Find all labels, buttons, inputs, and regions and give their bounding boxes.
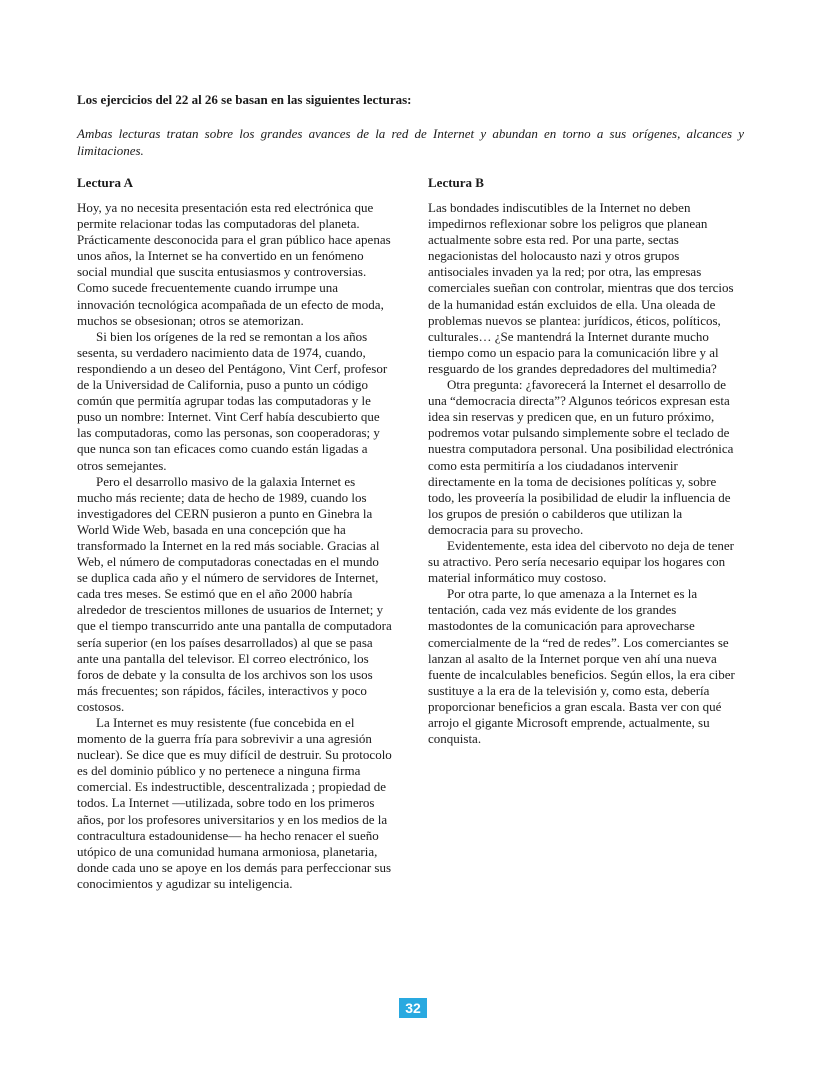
lectura-b-paragraph: Otra pregunta: ¿favorecerá la Internet el desarrollo de una “democracia directa”? Algunos teóricos expresan esta idea sin reservas y predicen que, en un futuro próximo, podremos votar pulsando simplemente sobre el teclado de nuestra computadora personal. Una posibilidad electrónica como esta permitiría a los ciudadanos intervenir directamente en la toma de decisiones políticas y, sobre todo, les proveería la posibilidad de eludir la influencia de los grupos de presión o cabilderos que utilizan la democracia para su provecho. [428,377,734,537]
readings-intro: Ambas lecturas tratan sobre los grandes avances de la red de Internet y abundan en torno a sus orígenes, alcances y limitaciones. [77,126,744,158]
lectura-a-column [77,175,392,892]
exercise-heading: Los ejercicios del 22 al 26 se basan en las siguientes lecturas: [77,92,412,107]
lectura-b-paragraph: Por otra parte, lo que amenaza a la Internet es la tentación, cada vez más evidente de los grandes mastodontes de la comunicación para aprovecharse comercialmente de la “red de redes”. Los comerciantes se lanzan al asalto de la Internet porque ven ahí una nueva fuente de incalculables beneficios. Según ellos, la era ciber sustituye a la era de la televisión y, como esta, debería proporcionar beneficios a gran escala. Basta ver con qué arrojo el gigante Microsoft emprende, actualmente, su conquista. [428,586,735,747]
lectura-a-paragraph: La Internet es muy resistente (fue concebida en el momento de la guerra fría para sobrevivir a una agresión nuclear). Se dice que es muy difícil de destruir. Su protocolo es del dominio público y no pertenece a ninguna firma comercial. Es indestructible, descentralizada ; propiedad de todos. La Internet —utilizada, sobre todo en los primeros años, por los profesores universitarios y en los medios de la contracultura estadounidense— ha hecho renacer el sueño utópico de una comunidad humana armoniosa, planetaria, donde cada uno se apoye en los demás para perfeccionar sus conocimientos y agudizar su inteligencia. [77,715,392,891]
lectura-b-paragraph: Las bondades indiscutibles de la Internet no deben impedirnos reflexionar sobre los peligros que planean actualmente sobre esta red. Por una parte, sectas negacionistas del holocausto nazi y otros grupos antisociales invaden ya la red; por otra, las empresas comerciales sueñan con controlar, mientras que dos tercios de la humanidad están excluidos de ella. Una oleada de problemas nuevos se plantea: jurídicos, éticos, políticos, culturales… ¿Se mantendrá la Internet durante mucho tiempo como un espacio para la comunicación libre y al resguardo de los grandes depredadores del multimedia? [428,200,734,376]
lectura-b-column [428,175,743,747]
lectura-a-title: Lectura A [77,175,133,190]
lectura-b-paragraph: Evidentemente, esta idea del cibervoto no deja de tener su atractivo. Pero sería necesario equipar los hogares con material informático muy costoso. [428,537,734,586]
lectura-a-paragraph: Pero el desarrollo masivo de la galaxia Internet es mucho más reciente; data de hecho de 1989, cuando los investigadores del CERN pusieron a punto en Ginebra la World Wide Web, basada en una concepción que ha transformado la Internet en la red más sociable. Gracias al Web, el número de computadoras conectadas en el mundo se duplica cada año y el número de servidores de Internet, cada tres meses. Se estimó que en el año 2000 habría alrededor de trescientos millones de usuarios de Internet; y que el tiempo transcurrido ante una pantalla de computadora sería superior (en los países desarrollados) al que se pasa ante una pantalla del televisor. El correo electrónico, los foros de debate y la consulta de los archivos son los usos más frecuentes; son rápidos, fáciles, interactivos y poco costosos. [77,473,392,714]
lectura-a-paragraph: Si bien los orígenes de la red se remontan a los años sesenta, su verdadero nacimiento data de 1974, cuando, respondiendo a un deseo del Pentágono, Vint Cerf, profesor de la Universidad de California, puso a punto un código común que permitía agrupar todas las computadoras y le puso un nombre: Internet. Vint Cerf había descubierto que las computadoras, como las personas, son cooperadoras; y que nunca son tan eficaces como cuando están ligadas a otros semejantes. [77,328,388,473]
lectura-b-title: Lectura B [428,175,484,190]
lectura-a-paragraph: Hoy, ya no necesita presentación esta red electrónica que permite relacionar todas las computadoras del planeta. Prácticamente desconocida para el gran público hace apenas unos años, la Internet se ha convertido en un fenómeno social mundial que suscita entusiasmos y controversias. Como sucede frecuentemente cuando irrumpe una innovación tecnológica acompañada de un efecto de moda, muchos se obsesionan; otros se atemorizan. [77,200,391,328]
page-number-badge: 32 [399,998,427,1018]
